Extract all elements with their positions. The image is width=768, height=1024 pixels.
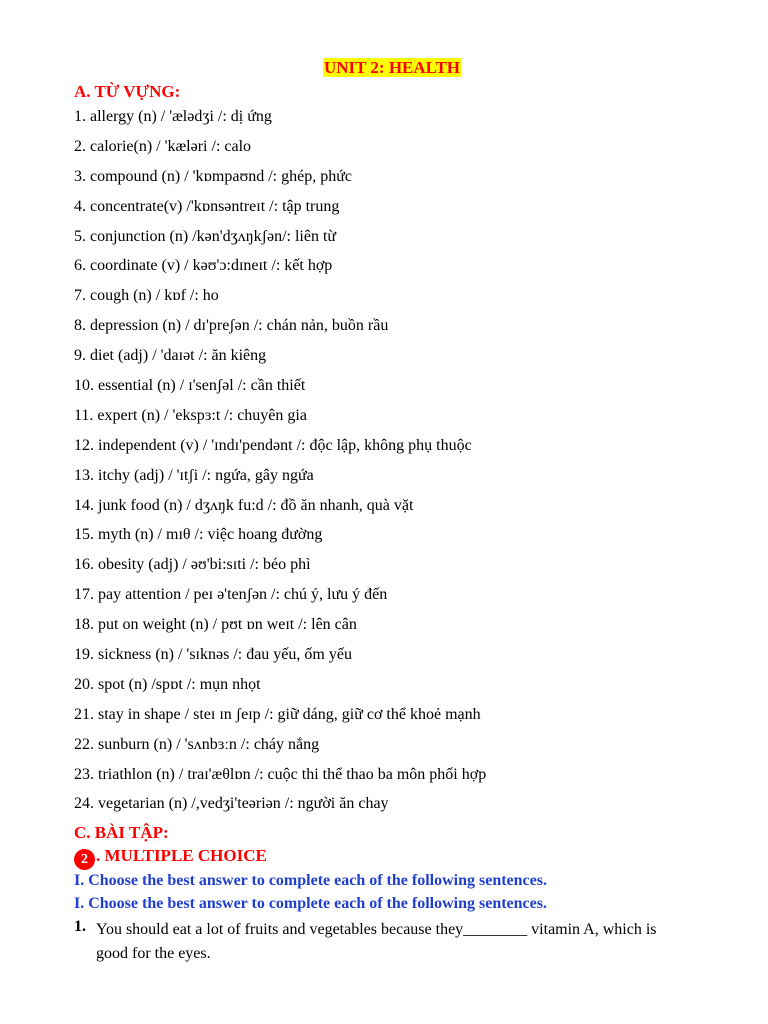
section-c-heading: C. BÀI TẬP:	[74, 823, 169, 842]
vocab-item: 18. put on weight (n) / pʊt ɒn weɪt /: lên cân	[74, 616, 357, 634]
multiple-choice-heading	[74, 846, 267, 870]
vocab-item: 17. pay attention / peɪ ə'tenʃən /: chú ý, lưu ý đến	[74, 586, 388, 604]
vocab-item: 9. diet (adj) / 'daɪət /: ăn kiêng	[74, 347, 267, 365]
page-title-text: UNIT 2: HEALTH	[323, 58, 461, 77]
multiple-choice-label: . MULTIPLE CHOICE	[96, 846, 267, 865]
vocab-item: 1. allergy (n) / 'ælədʒi /: dị ứng	[74, 108, 272, 125]
vocab-item: 12. independent (v) / 'ɪndɪ'pendənt /: độc lập, không phụ thuộc	[74, 436, 472, 454]
number-two-circle-icon: 2	[74, 849, 95, 870]
vocab-item: 7. cough (n) / kɒf /: ho	[74, 287, 219, 305]
vocab-item: 23. triathlon (n) / traɪ'æθlɒn /: cuộc thi thể thao ba môn phối hợp	[74, 765, 487, 783]
vocabulary-list	[74, 104, 486, 821]
vocab-item: 16. obesity (adj) / əʊ'bi:sɪti /: béo phì	[74, 556, 311, 574]
vocab-item: 11. expert (n) / 'ekspɜ:t /: chuyên gia	[74, 406, 307, 424]
instruction-line: I. Choose the best answer to complete each of the following sentences.	[74, 895, 547, 912]
vocab-item: 3. compound (n) / 'kɒmpaʊnd /: ghép, phức	[74, 167, 352, 185]
vocab-item: 13. itchy (adj) / 'ɪtʃi /: ngứa, gây ngứa	[74, 466, 314, 484]
vocab-item: 6. coordinate (v) / kəʊ'ɔ:dɪneɪt /: kết hợp	[74, 257, 333, 275]
vocab-item: 24. vegetarian (n) /,vedʒi'teəriən /: người ăn chay	[74, 795, 389, 813]
question-number: 1.	[74, 918, 86, 935]
vocab-item: 14. junk food (n) / dʒʌŋk fu:d /: đồ ăn nhanh, quà vặt	[74, 496, 414, 514]
question-text: You should eat a lot of fruits and vegetables because they________ vitamin A, which is good for the eyes.	[96, 921, 657, 962]
vocab-item: 19. sickness (n) / 'sɪknəs /: đau yếu, ốm yếu	[74, 646, 352, 664]
vocab-item: 20. spot (n) /spɒt /: mụn nhọt	[74, 675, 261, 693]
question-1	[74, 918, 684, 966]
vocab-item: 15. myth (n) / mɪθ /: việc hoang đường	[74, 526, 323, 544]
instruction-line: I. Choose the best answer to complete each of the following sentences.	[74, 872, 547, 889]
page-title	[0, 58, 768, 78]
vocab-item: 4. concentrate(v) /'kɒnsəntreɪt /: tập trung	[74, 197, 340, 215]
vocab-item: 21. stay in shape / steɪ ɪn ʃeɪp /: giữ dáng, giữ cơ thể khoẻ mạnh	[74, 705, 481, 723]
vocab-item: 2. calorie(n) / 'kæləri /: calo	[74, 137, 252, 155]
vocab-item: 10. essential (n) / ɪ'senʃəl /: cần thiết	[74, 377, 306, 395]
vocab-item: 22. sunburn (n) / 'sʌnbɜːn /: cháy nắng	[74, 735, 320, 753]
vocab-item: 5. conjunction (n) /kən'dʒʌŋkʃən/: liên từ	[74, 227, 337, 245]
vocab-item: 8. depression (n) / dɪ'preʃən /: chán nản, buồn rầu	[74, 317, 389, 335]
section-a-heading: A. TỪ VỰNG:	[74, 82, 181, 101]
